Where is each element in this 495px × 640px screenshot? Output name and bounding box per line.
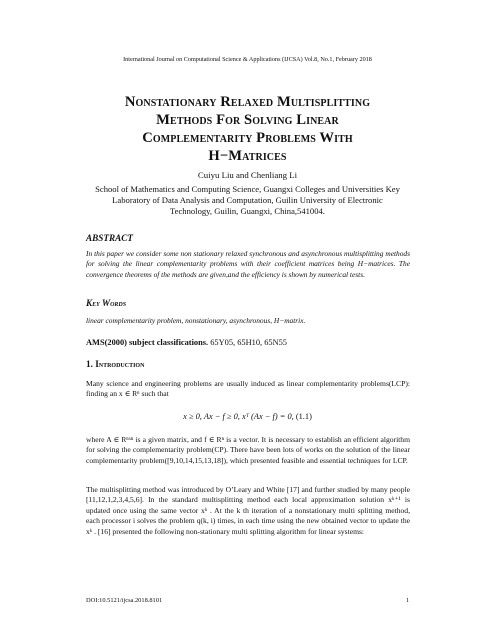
- affiliation-line: School of Mathematics and Computing Science, Guangxi Colleges and Universities Key: [95, 184, 400, 194]
- keywords-heading: Key Words: [86, 298, 127, 308]
- ams-codes: 65Y05, 65H10, 65N55: [208, 338, 287, 347]
- page-number: 1: [406, 597, 410, 604]
- keywords-text: linear complementarity problem, nonstationary, asynchronous, H−matrix.: [86, 316, 306, 325]
- intro-paragraph-3: The multisplitting method was introduced by O’Leary and White [17] and further studied by many people [11,12,1,2,3,4,5,6]. In the standard multisplitting method each local approximation solution xᵏ⁺¹ is updated once using the same vector xᵏ . At the k th iteration of a nonstationary multi splitting method, each processor i solves the problem q(k, i) times, in each time using the new obtained vector to update the xᵏ . [16] presented the following non-stationary multi splitting algorithm for linear systems:: [86, 485, 410, 536]
- affiliation: [75, 184, 420, 218]
- abstract-text: In this paper we consider some non stationary relaxed synchronous and asynchronous multisplitting methods for solving the linear complementarity problems with their coefficient matrices being H−matrices. The convergence theorems of the methods are given,and the efficiency is shown by numerical tests.: [86, 249, 410, 279]
- equation-1-1: [0, 412, 495, 421]
- paper-title: [70, 93, 425, 165]
- affiliation-line: Laboratory of Data Analysis and Computation, Guilin University of Electronic: [112, 195, 383, 206]
- intro-paragraph-2: where A ∈ Rⁿˣⁿ is a given matrix, and f ∈ Rⁿ is a vector. It is necessary to establish an efficient algorithm for solving the complementarity problem(CP). There have been lots of works on the solution of the linear complementarity problem([9,10,14,15,13,18]), which presented feasible and essential techniques for LCP.: [86, 435, 410, 465]
- title-line: Complementarity Problems With: [142, 130, 353, 146]
- title-line: Nonstationary Relaxed Multisplitting: [124, 94, 371, 110]
- ams-classification: [86, 338, 416, 347]
- intro-paragraph-1: Many science and engineering problems are usually induced as linear complementarity problems(LCP): finding an x ∈ Rⁿ such that: [86, 379, 410, 399]
- ams-label: AMS(2000) subject classifications.: [86, 338, 209, 347]
- journal-header: International Journal on Computational Science & Applications (IJCSA) Vol.8, No.1, February 2018: [123, 56, 372, 63]
- introduction-heading: 1. Introduction: [86, 359, 145, 369]
- equation-body: x ≥ 0, Ax − f ≥ 0, xᵀ (Ax − f) = 0,: [183, 412, 294, 421]
- authors: Cuiyu Liu and Chenliang Li: [197, 170, 298, 180]
- affiliation-line: Technology, Guilin, Guangxi, China,541004.: [170, 206, 325, 217]
- abstract-heading: ABSTRACT: [86, 233, 133, 243]
- doi: DOI:10.5121/ijcsa.2018.8101: [86, 597, 163, 604]
- equation-number: (1.1): [293, 412, 312, 421]
- title-line: Methods For Solving Linear: [156, 112, 339, 128]
- title-line: H−Matrices: [208, 148, 287, 164]
